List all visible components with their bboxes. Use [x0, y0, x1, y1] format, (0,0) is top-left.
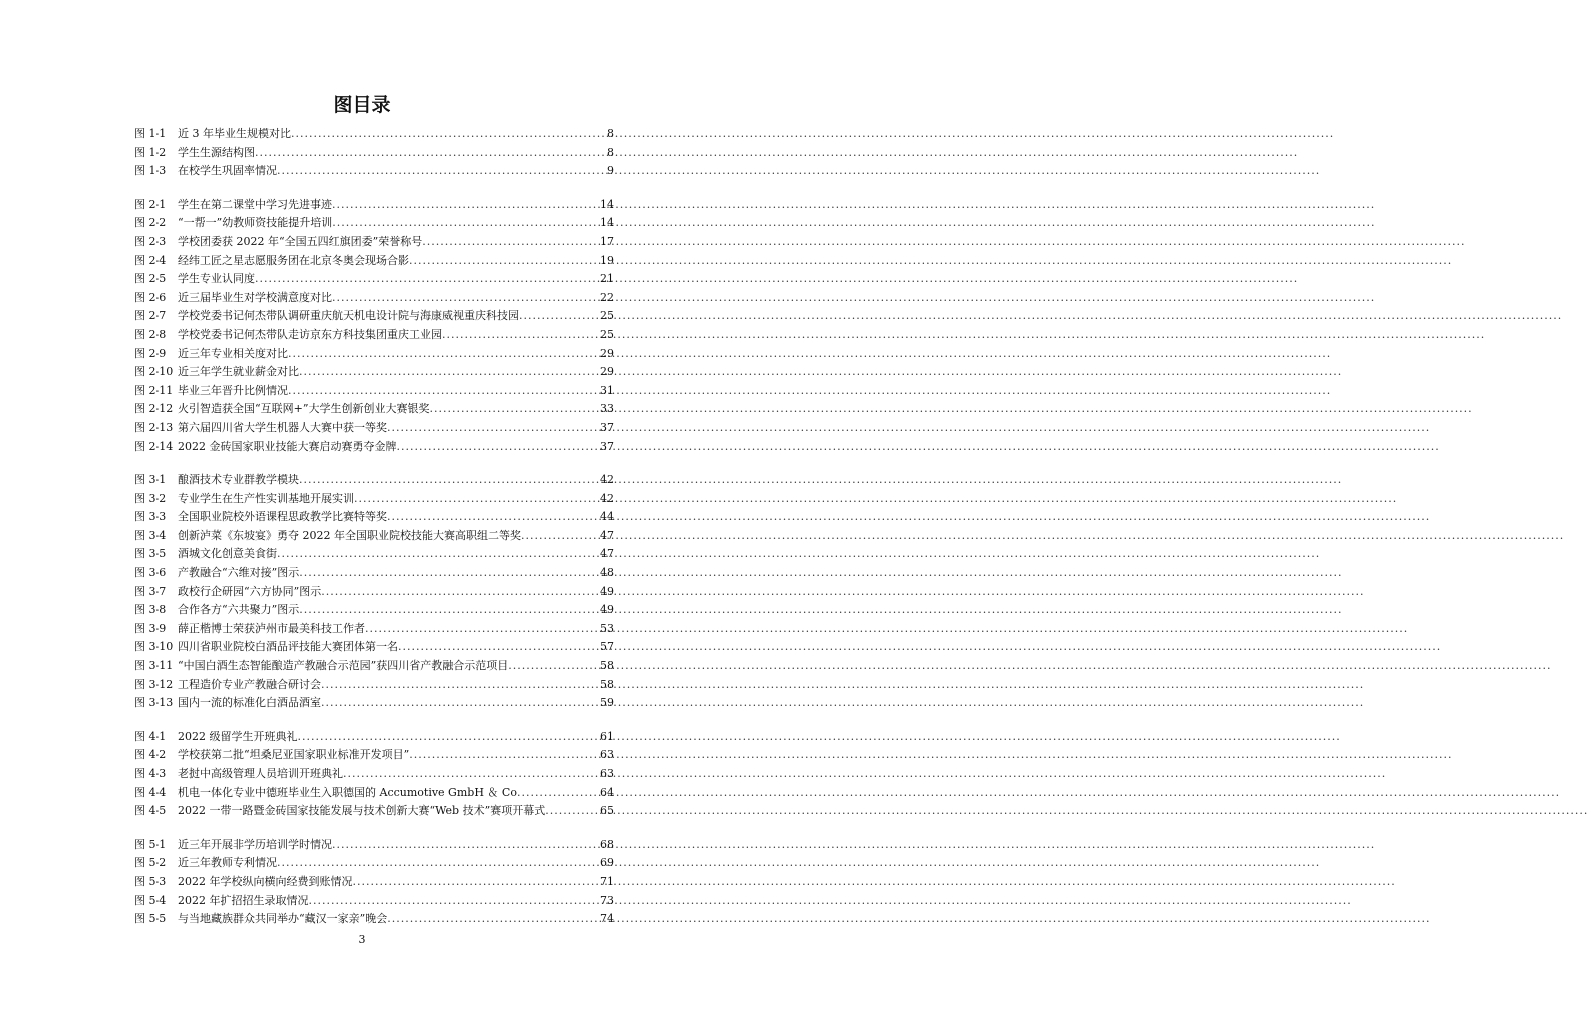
figure-title: 在校学生巩固率情况 [178, 164, 277, 178]
figure-list [134, 125, 614, 929]
figure-title: 近三年教师专利情况 [178, 856, 277, 870]
page-ref: 42 [600, 473, 614, 487]
page-ref: 49 [600, 603, 614, 617]
page-ref: 63 [600, 767, 614, 780]
page-ref: 69 [600, 856, 614, 870]
toc-entry[interactable] [134, 873, 614, 892]
toc-entry[interactable] [134, 657, 614, 676]
page-ref: 47 [600, 547, 614, 561]
figure-number: 图 2-5 [134, 272, 167, 286]
figure-number: 图 2-8 [134, 327, 167, 341]
dot-leader [353, 873, 601, 892]
figure-title: 近 3 年毕业生规模对比 [178, 127, 291, 140]
page-ref: 22 [600, 290, 614, 304]
dot-leader [397, 438, 601, 457]
figure-title: 近三年开展非学历培训学时情况 [178, 837, 332, 851]
figure-number: 图 4-4 [134, 785, 167, 799]
figure-number: 图 4-1 [134, 729, 167, 743]
page-ref: 14 [600, 216, 614, 230]
page-ref: 71 [600, 874, 614, 888]
figure-title: 学校党委书记何杰带队走访京东方科技集团重庆工业园 [178, 327, 442, 341]
dot-leader [442, 326, 600, 345]
dot-leader [517, 784, 600, 803]
toc-entry[interactable] [134, 214, 614, 233]
toc-entry[interactable] [134, 784, 614, 803]
figure-group [134, 125, 614, 181]
dot-leader [277, 545, 600, 564]
page-ref: 58 [600, 677, 614, 691]
figure-title: 酿酒技术专业群教学模块 [178, 473, 299, 487]
toc-entry[interactable] [134, 125, 614, 144]
figure-number: 图 3-11 [134, 659, 174, 673]
figure-title: “中国白酒生态智能酿造产教融合示范园”获四川省产教融合示范项目 [178, 659, 509, 673]
figure-title: 2022 年扩招招生录取情况 [178, 893, 309, 907]
page-ref: 73 [600, 893, 614, 907]
toc-entry[interactable] [134, 545, 614, 564]
figure-number: 图 5-2 [134, 856, 167, 870]
figure-title: 合作各方“六共聚力”图示 [178, 603, 300, 617]
toc-entry[interactable] [134, 694, 614, 713]
page-ref: 44 [600, 510, 614, 524]
toc-entry[interactable] [134, 676, 614, 695]
figure-title: 近三年学生就业薪金对比 [178, 365, 299, 379]
toc-entry[interactable] [134, 307, 614, 326]
dot-leader [545, 802, 600, 821]
dot-leader [299, 601, 600, 620]
dot-leader [387, 910, 600, 929]
page-ref: 42 [600, 491, 614, 505]
figure-title: 学校党委书记何杰带队调研重庆航天机电设计院与海康威视重庆科技园 [178, 309, 519, 323]
toc-entry[interactable] [134, 196, 614, 215]
page-ref: 17 [600, 234, 614, 248]
figure-group [134, 196, 614, 456]
dot-leader [519, 307, 600, 326]
figure-title: 产教融合“六维对接”图示 [178, 566, 300, 580]
toc-entry[interactable] [134, 363, 614, 382]
figure-title: 国内一流的标准化白酒品酒室 [178, 696, 321, 710]
dot-leader [354, 490, 600, 509]
figure-number: 图 2-14 [134, 439, 174, 453]
figure-number: 图 2-7 [134, 309, 167, 323]
toc-entry[interactable] [134, 400, 614, 419]
figure-title: “一帮一”幼教师资技能提升培训 [178, 216, 333, 230]
toc-entry[interactable] [134, 471, 614, 490]
figure-number: 图 5-1 [134, 837, 167, 851]
dot-leader [332, 196, 600, 215]
figure-title: 2022 金砖国家职业技能大赛启动赛勇夺金牌 [178, 439, 397, 453]
figure-title: 2022 级留学生开班典礼 [178, 729, 298, 743]
figure-number: 图 3-7 [134, 584, 167, 598]
dot-leader [387, 419, 600, 438]
figure-number: 图 2-3 [134, 234, 167, 248]
page-ref: 58 [600, 659, 614, 673]
page-ref: 14 [600, 197, 614, 211]
figure-title: 工程造价专业产教融合研讨会 [178, 677, 321, 691]
figure-number: 图 3-6 [134, 566, 167, 580]
dot-leader [365, 620, 600, 639]
dot-leader [299, 564, 600, 583]
figure-number: 图 1-2 [134, 145, 167, 159]
figure-number: 图 2-11 [134, 383, 174, 397]
toc-entry[interactable] [134, 854, 614, 873]
toc-entry[interactable] [134, 252, 614, 271]
toc-entry[interactable] [134, 583, 614, 602]
dot-leader [387, 508, 600, 527]
figure-number: 图 2-2 [134, 216, 167, 230]
page-ref: 31 [600, 383, 614, 397]
page-ref: 8 [607, 145, 614, 159]
dot-leader [429, 400, 600, 419]
page-ref: 68 [600, 837, 614, 851]
figure-number: 图 1-1 [134, 127, 167, 140]
dot-leader [255, 144, 607, 163]
figure-number: 图 5-3 [134, 874, 167, 888]
dot-leader [409, 252, 600, 271]
figure-number: 图 3-1 [134, 473, 167, 487]
page-ref: 63 [600, 748, 614, 762]
toc-entry[interactable] [134, 802, 614, 821]
figure-title: 专业学生在生产性实训基地开展实训 [178, 491, 354, 505]
figure-number: 图 5-4 [134, 893, 167, 907]
page-title: 图目录 [333, 94, 391, 116]
figure-title: 学生在第二课堂中学习先进事迹 [178, 197, 332, 211]
figure-number: 图 2-1 [134, 197, 167, 211]
toc-entry[interactable] [134, 836, 614, 855]
dot-leader [321, 676, 600, 695]
figure-number: 图 3-3 [134, 510, 167, 524]
page-number: 3 [358, 933, 366, 946]
figure-title: 政校行企研园“六方协同”图示 [178, 584, 322, 598]
toc-entry[interactable] [134, 289, 614, 308]
page-ref: 65 [600, 804, 614, 818]
figure-number: 图 2-9 [134, 346, 167, 360]
dot-leader [255, 270, 600, 289]
page-ref: 49 [600, 584, 614, 598]
dot-leader [332, 836, 600, 855]
page-ref: 19 [600, 253, 614, 267]
dot-leader [398, 638, 600, 657]
figure-group [134, 728, 614, 821]
figure-title: 学校团委获 2022 年“全国五四红旗团委”荣誉称号 [178, 234, 423, 248]
figure-number: 图 3-4 [134, 528, 167, 542]
figure-title: 近三届毕业生对学校满意度对比 [178, 290, 332, 304]
figure-number: 图 3-5 [134, 547, 167, 561]
dot-leader [422, 233, 600, 252]
dot-leader [321, 694, 600, 713]
toc-entry[interactable] [134, 527, 614, 546]
figure-number: 图 2-10 [134, 365, 174, 379]
figure-number: 图 1-3 [134, 164, 167, 178]
figure-title: 与当地藏族群众共同举办“藏汉一家亲”晚会 [178, 912, 388, 926]
page-ref: 25 [600, 327, 614, 341]
figure-title: 机电一体化专业中德班毕业生入职德国的 Accumotive GmbH ＆ Co [178, 785, 517, 799]
page-ref: 74 [600, 912, 614, 926]
figure-number: 图 2-12 [134, 402, 174, 416]
toc-entry[interactable] [134, 144, 614, 163]
dot-leader [277, 854, 600, 873]
toc-entry[interactable] [134, 765, 614, 784]
page-ref: 9 [607, 164, 614, 178]
page-ref: 53 [600, 621, 614, 635]
dot-leader [521, 527, 600, 546]
figure-group [134, 471, 614, 713]
figure-number: 图 5-5 [134, 912, 167, 926]
toc-entry[interactable] [134, 345, 614, 364]
toc-entry[interactable] [134, 728, 614, 747]
page-ref: 47 [600, 528, 614, 542]
dot-leader [288, 382, 600, 401]
figure-title: 全国职业院校外语课程思政教学比赛特等奖 [178, 510, 387, 524]
toc-entry[interactable] [134, 746, 614, 765]
figure-title: 酒城文化创意美食街 [178, 547, 277, 561]
figure-title: 经纬工匠之星志愿服务团在北京冬奥会现场合影 [178, 253, 409, 267]
figure-number: 图 2-4 [134, 253, 167, 267]
dot-leader [332, 289, 600, 308]
toc-entry[interactable] [134, 326, 614, 345]
figure-number: 图 2-13 [134, 420, 174, 434]
page-ref: 59 [600, 696, 614, 710]
dot-leader [277, 162, 607, 181]
page-ref: 33 [600, 402, 614, 416]
dot-leader [288, 345, 600, 364]
figure-number: 图 3-13 [134, 696, 174, 710]
page-ref: 37 [600, 420, 614, 434]
dot-leader [291, 125, 607, 144]
page-ref: 61 [600, 729, 614, 743]
dot-leader [299, 471, 600, 490]
toc-entry[interactable] [134, 601, 614, 620]
figure-number: 图 3-8 [134, 603, 167, 617]
dot-leader [332, 214, 600, 233]
figure-title: 薛正楷博士荣获泸州市最美科技工作者 [178, 621, 365, 635]
toc-entry[interactable] [134, 892, 614, 911]
toc-entry[interactable] [134, 564, 614, 583]
figure-title: 毕业三年晋升比例情况 [178, 383, 288, 397]
toc-entry[interactable] [134, 438, 614, 457]
page-ref: 37 [600, 439, 614, 453]
toc-entry[interactable] [134, 419, 614, 438]
page-ref: 8 [607, 127, 614, 140]
toc-entry[interactable] [134, 638, 614, 657]
figure-title: 2022 一带一路暨金砖国家技能发展与技术创新大赛“Web 技术”赛项开幕式 [178, 804, 546, 818]
figure-number: 图 3-10 [134, 640, 174, 654]
figure-number: 图 4-5 [134, 804, 167, 818]
figure-title: 2022 年学校纵向横向经费到账情况 [178, 874, 353, 888]
figure-title: 创新泸菜《东坡宴》勇夺 2022 年全国职业院校技能大赛高职组二等奖 [178, 528, 521, 542]
dot-leader [409, 746, 600, 765]
page-ref: 29 [600, 346, 614, 360]
page-ref: 21 [600, 272, 614, 286]
dot-leader [508, 657, 600, 676]
figure-group [134, 836, 614, 929]
toc-entry[interactable] [134, 162, 614, 181]
dot-leader [299, 363, 600, 382]
page-ref: 57 [600, 640, 614, 654]
dot-leader [298, 728, 601, 747]
page-ref: 29 [600, 365, 614, 379]
figure-number: 图 3-2 [134, 491, 167, 505]
dot-leader [309, 892, 601, 911]
page-ref: 48 [600, 566, 614, 580]
toc-entry[interactable] [134, 508, 614, 527]
figure-number: 图 2-6 [134, 290, 167, 304]
toc-entry[interactable] [134, 490, 614, 509]
page-ref: 64 [600, 785, 614, 799]
figure-title: 火引智造获全国“互联网+”大学生创新创业大赛银奖 [178, 402, 430, 416]
toc-entry[interactable] [134, 270, 614, 289]
figure-number: 图 4-2 [134, 748, 167, 762]
figure-title: 学生生源结构图 [178, 145, 255, 159]
figure-title: 学校获第二批“坦桑尼亚国家职业标准开发项目” [178, 748, 410, 762]
figure-number: 图 3-12 [134, 677, 174, 691]
figure-title: 四川省职业院校白酒品评技能大赛团体第一名 [178, 640, 398, 654]
figure-number: 图 4-3 [134, 767, 167, 780]
figure-number: 图 3-9 [134, 621, 167, 635]
toc-entry[interactable] [134, 382, 614, 401]
figure-title: 学生专业认同度 [178, 272, 255, 286]
figure-title: 近三年专业相关度对比 [178, 346, 288, 360]
figure-title: 老挝中高级管理人员培训开班典礼 [178, 767, 343, 780]
page-ref: 25 [600, 309, 614, 323]
dot-leader [343, 765, 600, 784]
toc-entry[interactable] [134, 620, 614, 639]
figure-title: 第六届四川省大学生机器人大赛中获一等奖 [178, 420, 387, 434]
toc-entry[interactable] [134, 910, 614, 929]
toc-entry[interactable] [134, 233, 614, 252]
dot-leader [321, 583, 600, 602]
